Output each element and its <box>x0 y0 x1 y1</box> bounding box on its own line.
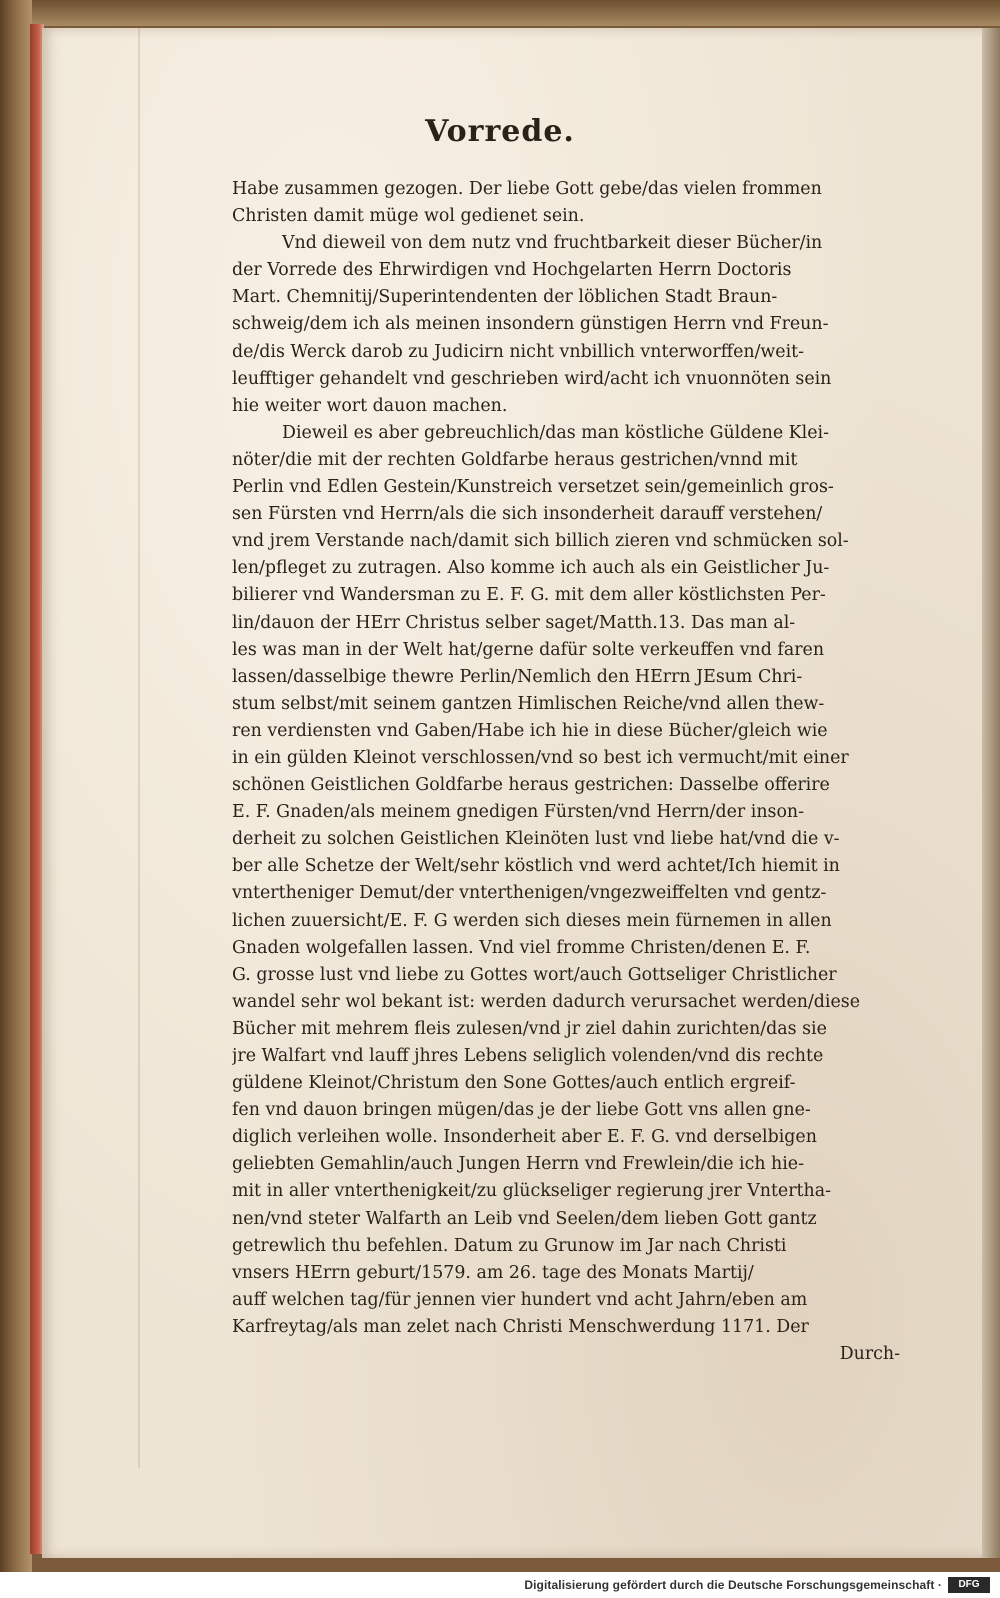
text-line: jre Walfart vnd lauff jhres Lebens seliglich volenden/vnd dis rechte <box>232 1046 824 1066</box>
page-fold-line <box>138 28 140 1468</box>
text-line: sen Fürsten vnd Herrn/als die sich insonderheit darauff verstehen/ <box>232 504 823 525</box>
text-line: hie weiter wort dauon machen. <box>232 395 508 416</box>
text-line: der Vorrede des Ehrwirdigen vnd Hochgelarten Herrn Doctoris <box>232 260 792 281</box>
page-title: Vorrede. <box>425 114 575 149</box>
text-line: G. grosse lust vnd liebe zu Gottes wort/auch Gottseliger Christlicher <box>232 964 837 985</box>
text-line: geliebten Gemahlin/auch Jungen Herrn vnd Frewlein/die ich hie- <box>232 1154 804 1175</box>
text-line: Gnaden wolgefallen lassen. Vnd viel fromme Christen/denen E. F. <box>232 937 811 958</box>
text-line: schweig/dem ich als meinen insondern günstigen Herrn vnd Freun- <box>232 314 829 335</box>
text-line: Christen damit müge wol gedienet sein. <box>232 206 585 227</box>
text-line: stum selbst/mit seinem gantzen Himlischen Reiche/vnd allen thew- <box>232 693 825 714</box>
text-line: vntertheniger Demut/der vnterthenigen/vngezweiffelten vnd gentz- <box>232 883 827 904</box>
text-line: auff welchen tag/für jennen vier hundert vnd acht Jahrn/eben am <box>232 1289 808 1310</box>
text-line: nen/vnd steter Walfarth an Leib vnd Seelen/dem lieben Gott gantz <box>232 1208 817 1229</box>
text-line: E. F. Gnaden/als meinem gnedigen Fürsten/vnd Herrn/der inson- <box>232 802 804 823</box>
text-line: les was man in der Welt hat/gerne dafür solte verkeuffen vnd faren <box>232 639 825 660</box>
text-line: Habe zusammen gezogen. Der liebe Gott gebe/das vielen frommen <box>232 179 822 199</box>
book-cover-top <box>0 0 1000 26</box>
text-line: leufftiger gehandelt vnd geschrieben wird/acht ich vnuonnöten sein <box>232 368 832 389</box>
text-line: de/dis Werck darob zu Judicirn nicht vnbillich vnterworffen/weit- <box>232 341 805 362</box>
catchword: Durch- <box>839 1344 900 1365</box>
text-line: lin/dauon der HErr Christus selber saget/Matth.13. Das man al- <box>232 612 796 633</box>
text-line: Bücher mit mehrem fleis zulesen/vnd jr ziel dahin zurichten/das sie <box>232 1018 827 1039</box>
page-right-edge <box>982 28 1000 1558</box>
text-line: Dieweil es aber gebreuchlich/das man köstliche Güldene Klei- <box>282 422 829 443</box>
text-line: getrewlich thu befehlen. Datum zu Grunow im Jar nach Christi <box>232 1235 787 1256</box>
text-line: Mart. Chemnitij/Superintendenten der löblichen Stadt Braun- <box>232 287 778 308</box>
text-line: nöter/die mit der rechten Goldfarbe heraus gestrichen/vnnd mit <box>232 449 798 470</box>
text-line: schönen Geistlichen Goldfarbe heraus gestrichen: Dasselbe offerire <box>232 775 830 796</box>
text-line: in ein gülden Kleinot verschlossen/vnd so best ich vermucht/mit einer <box>232 747 849 768</box>
text-line: Vnd dieweil von dem nutz vnd fruchtbarkeit dieser Bücher/in <box>282 233 823 254</box>
text-line: ren verdiensten vnd Gaben/Habe ich hie in diese Bücher/gleich wie <box>232 720 828 741</box>
text-line: fen vnd dauon bringen mügen/das je der liebe Gott vns allen gne- <box>232 1100 811 1121</box>
text-line: ber alle Schetze der Welt/sehr köstlich vnd werd achtet/Ich hiemit in <box>232 856 840 877</box>
text-line: Perlin vnd Edlen Gestein/Kunstreich versetzet sein/gemeinlich gros- <box>232 477 834 498</box>
text-line: güldene Kleinot/Christum den Sone Gottes/auch entlich ergreif- <box>232 1073 796 1094</box>
text-line: bilierer vnd Wandersman zu E. F. G. mit dem aller köstlichsten Per- <box>232 585 826 606</box>
text-line: wandel sehr wol bekant ist: werden dadurch verursachet werden/diese <box>232 991 860 1012</box>
book-cover-edge <box>0 0 32 1572</box>
text-line: vnd jrem Verstande nach/damit sich billich zieren vnd schmücken sol- <box>232 531 849 552</box>
body-text <box>232 176 900 1368</box>
text-line: mit in aller vnterthenigkeit/zu glückseliger regierung jrer Vntertha- <box>232 1181 831 1202</box>
text-line: Karfreytag/als man zelet nach Christi Menschwerdung 1171. Der <box>232 1316 809 1337</box>
text-line: len/pfleget zu zutragen. Also komme ich auch als ein Geistlicher Ju- <box>232 558 830 579</box>
text-line: diglich verleihen wolle. Insonderheit aber E. F. G. vnd derselbigen <box>232 1127 817 1148</box>
footer-credit: Digitalisierung gefördert durch die Deutsche Forschungsgemeinschaft · <box>524 1578 942 1592</box>
text-line: lassen/dasselbige thewre Perlin/Nemlich den HErrn JEsum Chri- <box>232 666 803 687</box>
text-line: lichen zuuersicht/E. F. G werden sich dieses mein fürnemen in allen <box>232 910 832 931</box>
text-line: derheit zu solchen Geistlichen Kleinöten lust vnd liebe hat/vnd die v- <box>232 829 840 850</box>
dfg-logo: DFG <box>948 1577 990 1593</box>
text-line: vnsers HErrn geburt/1579. am 26. tage des Monats Martij/ <box>232 1262 754 1283</box>
footer-bar <box>0 1572 1000 1598</box>
